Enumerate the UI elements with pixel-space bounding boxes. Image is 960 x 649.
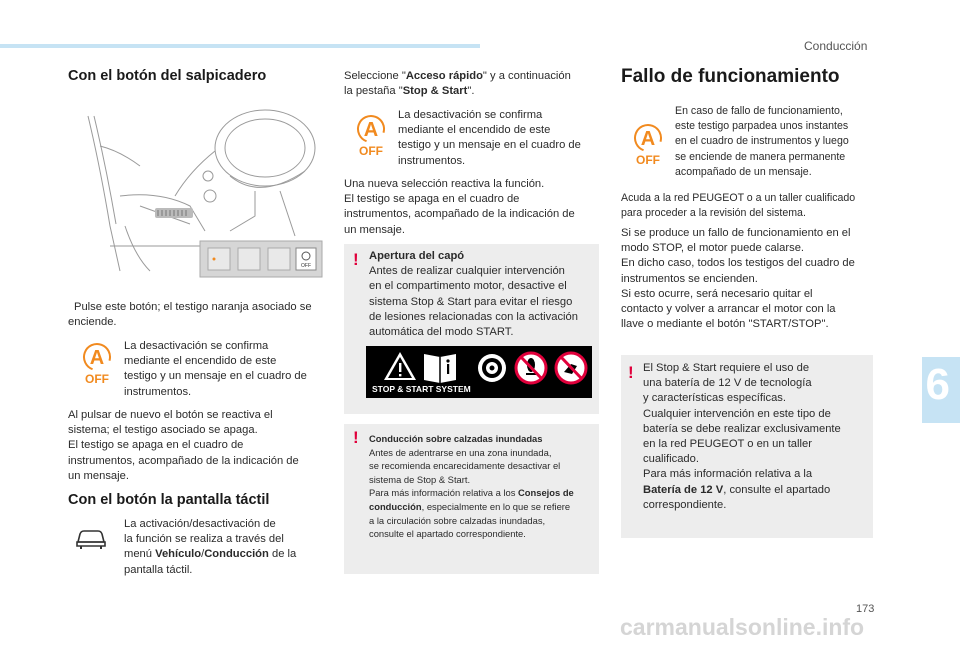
col2-intro: [344, 69, 571, 99]
text-line: en la red PEUGEOT o en un taller: [643, 438, 812, 451]
text-line: contacto y volver a arrancar el motor con la: [621, 303, 836, 316]
col2-icon-text: [398, 108, 581, 169]
text-line: a la circulación sobre calzadas inundadas,: [369, 514, 546, 526]
text-line: este testigo parpadea unos instantes: [675, 120, 849, 133]
svg-text:A: A: [640, 128, 656, 150]
text-line: sistema Stop & Start para evitar el riesgo: [369, 295, 573, 308]
text-line: cualificado.: [643, 453, 699, 466]
text-line: llave o mediante el botón "START/STOP".: [621, 318, 829, 331]
col3-paragraph-1: [621, 191, 855, 221]
text-line: la función se realiza a través del: [124, 533, 284, 546]
text-line: Si se produce un fallo de funcionamiento en el: [621, 227, 851, 239]
text-line: testigo y un mensaje en el cuadro de: [398, 139, 581, 152]
text-line: de lesiones relacionadas con la activación: [369, 310, 578, 323]
text-line: En caso de fallo de funcionamiento,: [675, 105, 843, 117]
svg-text:A: A: [363, 119, 379, 141]
car-icon: [74, 526, 108, 550]
warning-flooded-text: [369, 432, 574, 541]
text-line: La desactivación se confirma: [124, 340, 269, 352]
text-line: Al pulsar de nuevo el botón se reactiva el: [68, 409, 273, 421]
warning-title: Apertura del capó: [369, 250, 465, 262]
text-line: un mensaje.: [68, 469, 129, 482]
bullet-text: Pulse este botón; el testigo naranja asociado se enciende.: [68, 301, 312, 329]
text-line: menú Vehículo/Conducción de la: [124, 548, 297, 561]
col3-paragraph-2: [621, 226, 855, 332]
text-line: sistema; el testigo asociado se apaga.: [68, 424, 258, 437]
text-line: Acuda a la red PEUGEOT o a un taller cualificado: [621, 192, 856, 204]
text-line: acompañado de un mensaje.: [675, 165, 812, 178]
text-line: El Stop & Start requiere el uso de: [643, 362, 810, 374]
illustration-switch-label: OFF: [301, 263, 311, 269]
text-line: Una nueva selección reactiva la función.: [344, 178, 545, 190]
warning-hood-text: [369, 249, 578, 340]
auto-stop-off-icon: [349, 114, 393, 158]
col1-touch-text: [124, 517, 296, 578]
text-line: Batería de 12 V, consulte el apartado: [643, 483, 831, 496]
text-line: en el compartimento motor, desactive el: [369, 280, 567, 293]
text-line: conducción, especialmente en lo que se refiere: [369, 500, 571, 512]
warning-battery-text: [643, 361, 841, 513]
text-line: La desactivación se confirma: [398, 109, 543, 121]
col1-paragraph: [68, 408, 299, 484]
text-line: una batería de 12 V de tecnología: [643, 377, 812, 390]
text-line: La activación/desactivación de: [124, 518, 276, 530]
watermark: carmanualsonline.info: [620, 614, 865, 640]
auto-stop-off-icon: [626, 123, 670, 167]
text-line: modo STOP, el motor puede calarse.: [621, 242, 805, 255]
text-line: Para más información relativa a los Consejos de: [369, 487, 574, 499]
heading-dashboard-button: Con el botón del salpicadero: [68, 68, 267, 84]
warning-icon: !: [353, 428, 359, 447]
text-line: El testigo se apaga en el cuadro de: [344, 193, 520, 206]
text-line: sistema de Stop & Start.: [369, 473, 471, 485]
text-line: se recomienda encarecidamente desactivar el: [369, 460, 561, 472]
text-line: mediante el encendido de este: [124, 355, 277, 368]
header-accent-bar: [0, 44, 480, 48]
manual-book-icon: [424, 354, 456, 383]
heading-touchscreen: Con el botón la pantalla táctil: [68, 492, 270, 508]
text-line: En dicho caso, todos los testigos del cuadro de: [621, 257, 855, 270]
text-line: Seleccione "Acceso rápido" y a continuación: [344, 70, 571, 82]
stop-start-system-label: STOP & START SYSTEM: [369, 383, 474, 395]
page-number: 173: [856, 603, 875, 615]
text-line: se enciende de manera permanente: [675, 150, 846, 163]
stop-start-system-icon: [478, 354, 506, 382]
text-line: correspondiente.: [643, 498, 727, 511]
text-line: Si esto ocurre, será necesario quitar el: [621, 287, 813, 300]
text-line: batería se debe realizar exclusivamente: [643, 422, 841, 435]
svg-text:OFF: OFF: [85, 372, 109, 386]
text-line: Cualquier intervención en este tipo de: [643, 407, 831, 420]
dashboard-illustration: [80, 106, 325, 281]
auto-stop-off-icon: [75, 342, 119, 386]
text-line: instrumentos.: [124, 385, 192, 398]
col3-icon-text: [675, 104, 849, 180]
text-line: El testigo se apaga en el cuadro de: [68, 439, 244, 452]
section-title: Conducción: [804, 39, 868, 53]
text-line: instrumentos se encienden.: [621, 272, 758, 285]
no-hand-icon: [556, 353, 586, 383]
warning-title: Conducción sobre calzadas inundadas: [369, 433, 543, 444]
text-line: un mensaje.: [344, 223, 405, 236]
heading-malfunction: Fallo de funcionamiento: [621, 66, 840, 87]
chapter-number: 6: [925, 360, 950, 409]
text-line: Antes de realizar cualquier intervención: [369, 265, 565, 278]
text-line: instrumentos, acompañado de la indicación de: [344, 208, 575, 221]
text-line: instrumentos.: [398, 154, 466, 167]
warning-triangle-icon: [384, 352, 416, 380]
col2-paragraph: [344, 177, 575, 238]
text-line: pantalla táctil.: [124, 563, 193, 576]
warning-icon: !: [628, 363, 634, 382]
text-line: y características específicas.: [643, 392, 787, 405]
text-line: automática del modo START.: [369, 326, 514, 339]
text-line: instrumentos, acompañado de la indicación de: [68, 454, 299, 467]
text-line: la pestaña "Stop & Start".: [344, 85, 475, 98]
text-line: consulte el apartado correspondiente.: [369, 528, 526, 540]
bullet-item: [68, 300, 318, 330]
svg-text:A: A: [89, 347, 105, 369]
text-line: Para más información relativa a la: [643, 468, 813, 481]
text-line: Antes de adentrarse en una zona inundada,: [369, 446, 552, 458]
no-fan-icon: [516, 353, 546, 383]
text-line: mediante el encendido de este: [398, 124, 551, 137]
col1-icon-text: [124, 339, 307, 400]
svg-text:OFF: OFF: [636, 153, 660, 167]
text-line: para proceder a la revisión del sistema.: [621, 207, 806, 220]
stop-start-label-strip: [366, 346, 592, 398]
warning-icon: !: [353, 250, 359, 269]
text-line: testigo y un mensaje en el cuadro de: [124, 370, 307, 383]
text-line: en el cuadro de instrumentos y luego: [675, 135, 849, 148]
svg-text:OFF: OFF: [359, 144, 383, 158]
